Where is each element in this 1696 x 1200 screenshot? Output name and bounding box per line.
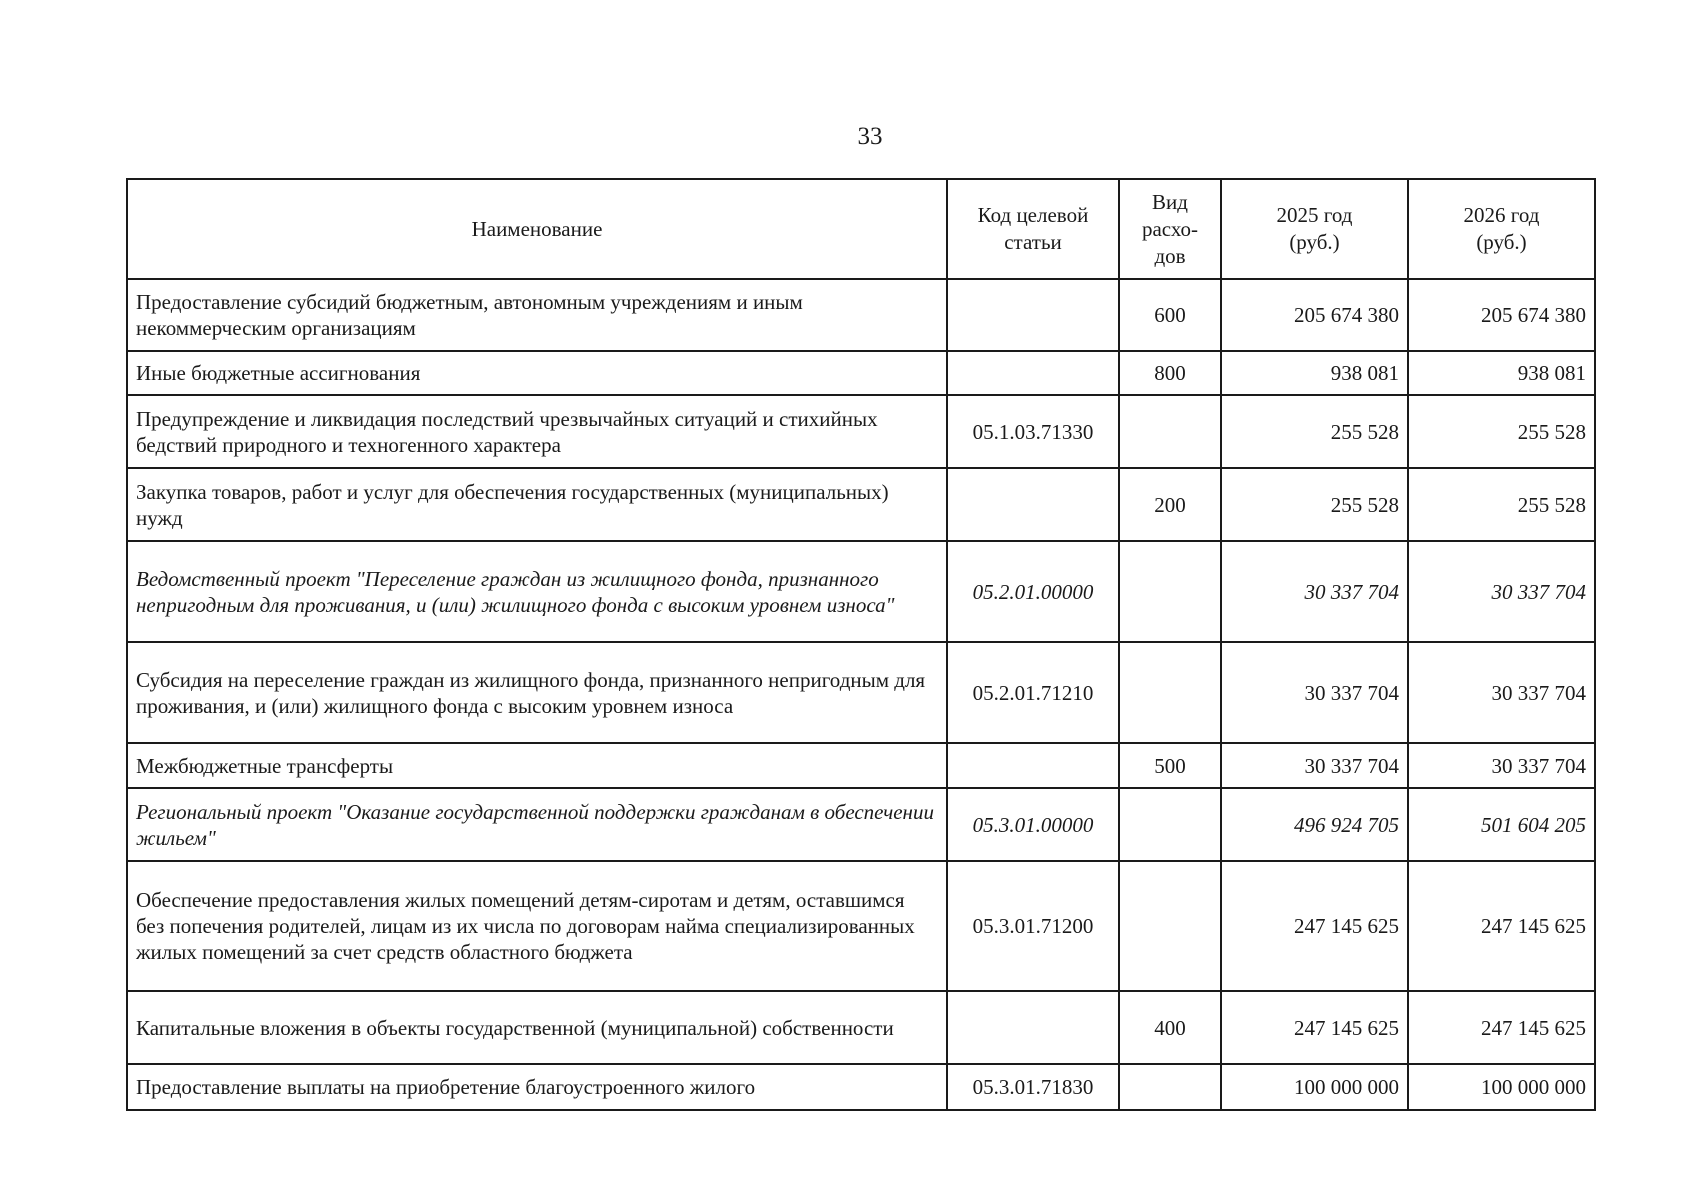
row-2026: 30 337 704 (1408, 743, 1595, 788)
row-2026: 247 145 625 (1408, 991, 1595, 1064)
row-name: Ведомственный проект "Переселение граждан из жилищного фонда, признанного непригодным для проживания, и (или) жилищного фонда с высоким уровнем износа" (127, 541, 947, 642)
row-code: 05.3.01.71830 (947, 1064, 1119, 1110)
row-name: Предоставление субсидий бюджетным, автономным учреждениям и иным некоммерческим организациям (127, 279, 947, 351)
row-2025: 205 674 380 (1221, 279, 1408, 351)
table-row (127, 642, 1595, 743)
row-code (947, 279, 1119, 351)
row-vid: 400 (1119, 991, 1221, 1064)
row-2025: 255 528 (1221, 395, 1408, 468)
header-2025 (1221, 179, 1408, 279)
row-2026: 255 528 (1408, 395, 1595, 468)
row-2025: 247 145 625 (1221, 991, 1408, 1064)
row-2025: 938 081 (1221, 351, 1408, 395)
row-vid: 600 (1119, 279, 1221, 351)
row-code (947, 468, 1119, 541)
row-2025: 30 337 704 (1221, 642, 1408, 743)
row-code: 05.3.01.71200 (947, 861, 1119, 991)
row-code (947, 743, 1119, 788)
row-name: Обеспечение предоставления жилых помещений детям-сиротам и детям, оставшимся без попечения родителей, лицам из их числа по договорам найма специализированных жилых помещений за счет средств областного бюджета (127, 861, 947, 991)
row-2026: 938 081 (1408, 351, 1595, 395)
row-2025: 100 000 000 (1221, 1064, 1408, 1110)
page-number: 33 (857, 123, 883, 150)
table-row (127, 351, 1595, 395)
header-vid (1119, 179, 1221, 279)
row-vid (1119, 642, 1221, 743)
row-vid: 800 (1119, 351, 1221, 395)
header-code-text: Код целевой статьи (977, 203, 1089, 254)
table-row (127, 743, 1595, 788)
row-code: 05.3.01.00000 (947, 788, 1119, 861)
row-2025: 496 924 705 (1221, 788, 1408, 861)
row-vid (1119, 541, 1221, 642)
header-2025-text: 2025 год (руб.) (1276, 203, 1353, 254)
row-2026: 255 528 (1408, 468, 1595, 541)
table-row (127, 991, 1595, 1064)
table-header-row (127, 179, 1595, 279)
row-vid: 200 (1119, 468, 1221, 541)
table-row (127, 395, 1595, 468)
row-2025: 30 337 704 (1221, 743, 1408, 788)
budget-table (126, 178, 1596, 1111)
table-row (127, 541, 1595, 642)
row-2026: 30 337 704 (1408, 541, 1595, 642)
table-row (127, 1064, 1595, 1110)
row-2025: 247 145 625 (1221, 861, 1408, 991)
table-row (127, 788, 1595, 861)
row-2026: 100 000 000 (1408, 1064, 1595, 1110)
row-code (947, 991, 1119, 1064)
row-name: Капитальные вложения в объекты государственной (муниципальной) собственности (127, 991, 947, 1064)
header-code (947, 179, 1119, 279)
row-code (947, 351, 1119, 395)
row-2026: 205 674 380 (1408, 279, 1595, 351)
row-name: Межбюджетные трансферты (127, 743, 947, 788)
row-vid (1119, 1064, 1221, 1110)
row-code: 05.2.01.71210 (947, 642, 1119, 743)
row-2026: 501 604 205 (1408, 788, 1595, 861)
row-vid (1119, 861, 1221, 991)
row-name: Предоставление выплаты на приобретение благоустроенного жилого (127, 1064, 947, 1110)
header-name: Наименование (127, 179, 947, 279)
row-vid (1119, 395, 1221, 468)
table-row (127, 279, 1595, 351)
row-name: Иные бюджетные ассигнования (127, 351, 947, 395)
row-2026: 247 145 625 (1408, 861, 1595, 991)
header-vid-text: Вид расхо-дов (1141, 189, 1199, 268)
row-2025: 255 528 (1221, 468, 1408, 541)
row-2025: 30 337 704 (1221, 541, 1408, 642)
row-name: Предупреждение и ликвидация последствий чрезвычайных ситуаций и стихийных бедствий природного и техногенного характера (127, 395, 947, 468)
header-2026 (1408, 179, 1595, 279)
row-vid: 500 (1119, 743, 1221, 788)
table-row (127, 468, 1595, 541)
row-2026: 30 337 704 (1408, 642, 1595, 743)
row-name: Закупка товаров, работ и услуг для обеспечения государственных (муниципальных) нужд (127, 468, 947, 541)
row-code: 05.2.01.00000 (947, 541, 1119, 642)
row-name: Региональный проект "Оказание государственной поддержки гражданам в обеспечении жильем" (127, 788, 947, 861)
header-2026-text: 2026 год (руб.) (1463, 203, 1540, 254)
row-name: Субсидия на переселение граждан из жилищного фонда, признанного непригодным для проживания, и (или) жилищного фонда с высоким уровнем износа (127, 642, 947, 743)
table-row (127, 861, 1595, 991)
row-vid (1119, 788, 1221, 861)
row-code: 05.1.03.71330 (947, 395, 1119, 468)
